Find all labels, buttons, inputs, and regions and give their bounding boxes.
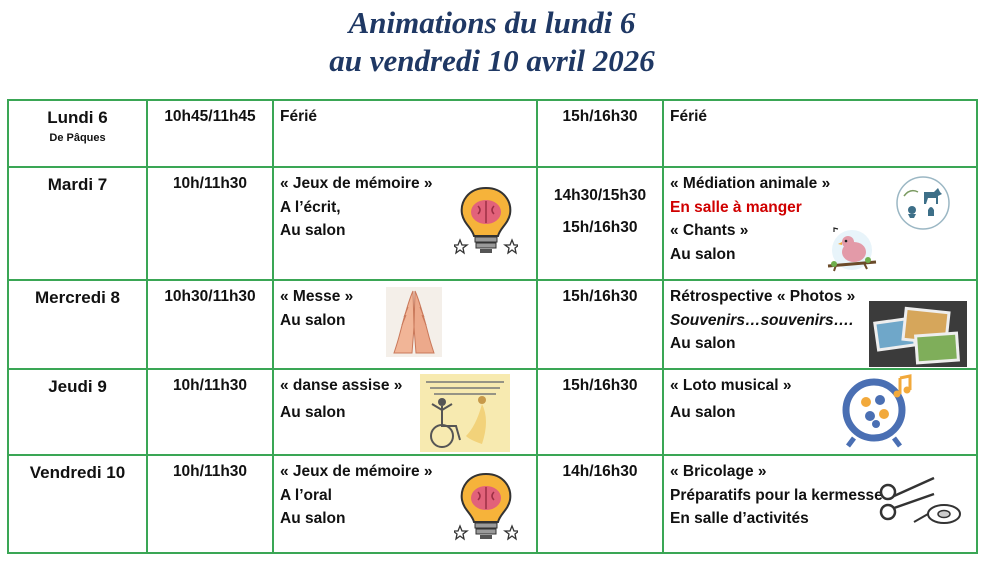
brain-bulb-icon xyxy=(454,184,518,256)
morning-time-cell xyxy=(147,167,273,280)
afternoon-time: 15h/16h30 xyxy=(562,377,638,394)
scissors-tape-icon xyxy=(874,472,968,530)
afternoon-time-cell xyxy=(537,167,663,280)
morning-activity-cell xyxy=(273,167,537,280)
activity-line: Au salon xyxy=(670,245,736,263)
morning-time: 10h30/11h30 xyxy=(164,288,256,305)
morning-time: 10h45/11h45 xyxy=(164,108,256,125)
afternoon-activity-cell xyxy=(663,167,977,280)
photos-icon xyxy=(869,301,967,367)
morning-time-cell xyxy=(147,455,273,553)
day-label: Vendredi 10 xyxy=(29,463,126,482)
afternoon-time: 15h/16h30 xyxy=(562,218,638,236)
morning-time-cell xyxy=(147,280,273,369)
bird-icon xyxy=(824,226,880,276)
activity-line: Au salon xyxy=(280,403,346,421)
activity-line: « Loto musical » xyxy=(670,377,792,394)
morning-activity-cell xyxy=(273,280,537,369)
activity-line: Au salon xyxy=(280,311,346,329)
table-row xyxy=(8,369,977,455)
activity-line: Rétrospective « Photos » xyxy=(670,288,856,305)
activity-line: « Jeux de mémoire » xyxy=(280,463,433,480)
day-label: Mardi 7 xyxy=(47,175,108,194)
activity-line: « Jeux de mémoire » xyxy=(280,175,433,192)
activity-line: Au salon xyxy=(280,222,346,239)
activity-line: A l’oral xyxy=(280,486,332,504)
day-label: Jeudi 9 xyxy=(48,377,107,396)
page-title-line-2: au vendredi 10 avril 2026 xyxy=(329,43,655,78)
table-row xyxy=(8,280,977,369)
morning-activity-cell xyxy=(273,455,537,553)
table-row xyxy=(8,100,977,167)
activity-line: Au salon xyxy=(670,403,736,421)
afternoon-activity-cell xyxy=(663,455,977,553)
seated-dance-icon xyxy=(420,374,510,452)
afternoon-time: 15h/16h30 xyxy=(562,108,638,125)
day-sublabel: De Pâques xyxy=(49,131,106,144)
activity-line: « Bricolage » xyxy=(670,463,767,480)
activity-line: Préparatifs pour la kermesse xyxy=(670,486,883,504)
praying-hands-icon xyxy=(386,287,442,357)
morning-time: 10h/11h30 xyxy=(172,377,248,394)
activity-line: En salle d’activités xyxy=(670,510,809,527)
activity-line: « Messe » xyxy=(280,288,354,305)
afternoon-activity-cell xyxy=(663,369,977,455)
animals-icon xyxy=(894,174,952,230)
morning-time-cell xyxy=(147,100,273,167)
activity-line: Férié xyxy=(280,108,318,125)
afternoon-time-cell xyxy=(537,100,663,167)
day-label: Lundi 6 xyxy=(47,108,108,127)
table-row xyxy=(8,167,977,280)
afternoon-time-cell xyxy=(537,455,663,553)
activity-line: Au salon xyxy=(280,510,346,527)
morning-time: 10h/11h30 xyxy=(172,175,248,192)
activity-line: Férié xyxy=(670,108,708,125)
afternoon-time-cell xyxy=(537,369,663,455)
afternoon-time: 14h/16h30 xyxy=(562,463,638,480)
activity-line: Au salon xyxy=(670,335,736,352)
schedule-table xyxy=(7,99,978,554)
brain-bulb-icon xyxy=(454,470,518,542)
morning-time: 10h/11h30 xyxy=(172,463,248,480)
activity-line: A l’écrit, xyxy=(280,198,341,216)
page-title-line-1: Animations du lundi 6 xyxy=(348,5,636,40)
lotto-wheel-icon xyxy=(840,372,916,448)
day-cell xyxy=(8,369,147,455)
afternoon-activity-cell xyxy=(663,280,977,369)
day-cell xyxy=(8,167,147,280)
day-cell xyxy=(8,455,147,553)
morning-time-cell xyxy=(147,369,273,455)
afternoon-activity-cell xyxy=(663,100,977,167)
afternoon-time: 14h30/15h30 xyxy=(553,187,647,204)
day-cell xyxy=(8,100,147,167)
morning-activity-cell xyxy=(273,369,537,455)
afternoon-time-cell xyxy=(537,280,663,369)
day-cell xyxy=(8,280,147,369)
activity-line: « Médiation animale » xyxy=(670,175,831,192)
table-row xyxy=(8,455,977,553)
activity-line-location-highlight: En salle à manger xyxy=(670,198,802,216)
activity-line: « danse assise » xyxy=(280,377,403,394)
activity-line: « Chants » xyxy=(670,222,749,239)
day-label: Mercredi 8 xyxy=(34,288,121,307)
morning-activity-cell xyxy=(273,100,537,167)
afternoon-time: 15h/16h30 xyxy=(562,288,638,305)
activity-line: Souvenirs…souvenirs…. xyxy=(670,311,854,329)
